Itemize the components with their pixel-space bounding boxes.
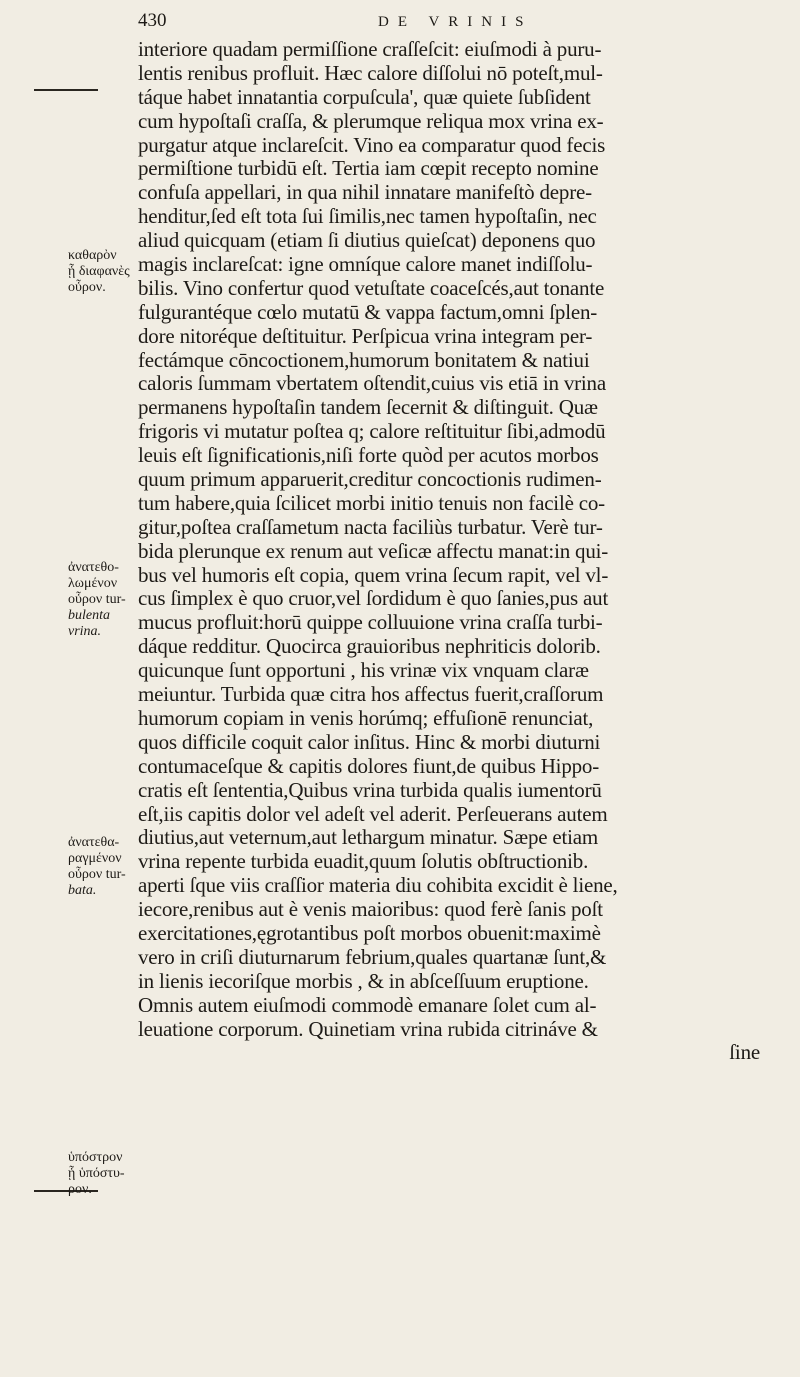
text-line: henditur,ſed eſt tota ſui ſimilis,nec tamen hypoſtaſin, nec <box>138 204 597 229</box>
margin-note-line: bulenta <box>68 608 110 623</box>
text-line: humorum copiam in venis horúmq; effuſionē renunciat, <box>138 705 594 730</box>
margin-note-line: οὖρον tur- <box>68 867 126 882</box>
margin-note-line: ὑπόστρον <box>68 1150 123 1165</box>
margin-note-turbid-urine <box>68 835 134 899</box>
margin-note-line: οὖρον. <box>68 280 106 295</box>
catchword: ſine <box>729 1040 760 1065</box>
text-line: leuatione corporum. Quinetiam vrina rubida citrináve & <box>138 1016 598 1041</box>
margin-note-clear-urine <box>68 248 134 296</box>
margin-note-line: ραγμένον <box>68 851 122 866</box>
text-line: quos difficile coquit calor inſitus. Hinc & morbi diuturni <box>138 729 601 754</box>
text-line: fectámque cōncoctionem,humorum bonitatem & natiui <box>138 347 590 372</box>
text-line: fulgurantéque cœlo mutatū & vappa factum,omni ſplen- <box>138 299 598 324</box>
margin-note-line: ρον. <box>68 1182 92 1197</box>
text-line: leuis eſt ſignificationis,niſi forte quòd per acutos morbos <box>138 443 599 468</box>
text-line: cum hypoſtaſi craſſa, & plerumque reliqua mox vrina ex- <box>138 108 604 133</box>
margin-note-sediment <box>68 1150 134 1198</box>
text-line: mucus profluit:horū quippe colluuione vrina craſſa turbi- <box>138 610 603 635</box>
text-line: dore nitoréque deſtituitur. Perſpicua vrina integram per- <box>138 323 593 348</box>
text-line: permiſtione turbidū eſt. Tertia iam cœpit recepto nomine <box>138 156 599 181</box>
text-line: bida plerunque ex renum aut veſicæ affectu manat:in qui- <box>138 538 609 563</box>
text-line: vrina repente turbida euadit,quum ſolutis obſtructionib. <box>138 849 589 874</box>
text-line: caloris ſummam vbertatem oſtendit,cuius vis etiā in vrina <box>138 371 606 396</box>
text-line: confuſa appellari, in qua nihil innatare manifeſtò depre- <box>138 180 592 205</box>
text-line: diutius,aut veternum,aut lethargum minatur. Sæpe etiam <box>138 825 599 850</box>
text-line: meiuntur. Turbida quæ citra hos affectus fuerit,craſſorum <box>138 682 604 707</box>
margin-note-line: ᾗ διαφανὲς <box>68 264 130 279</box>
text-line: quicunque ſunt opportuni , his vrinæ vix vnquam claræ <box>138 658 589 683</box>
margin-note-line: ᾗ ὑπόστυ- <box>68 1166 125 1181</box>
running-head: DE VRINIS <box>378 14 533 30</box>
margin-note-line: ἀνατεθα- <box>68 835 120 850</box>
body-text <box>138 38 778 1065</box>
text-line: vero in criſi diuturnarum febrium,quales quartanæ ſunt,& <box>138 944 607 969</box>
text-line: aperti ſque viis craſſior materia diu cohibita excidit è liene, <box>138 873 618 898</box>
text-line: magis inclareſcat: igne omníque calore manet indiſſolu- <box>138 252 593 277</box>
margin-note-line: bata. <box>68 883 97 898</box>
text-line: cratis eſt ſententia,Quibus vrina turbida qualis iumentorū <box>138 777 602 802</box>
text-line: dáque redditur. Quocirca grauioribus nephriticis dolorib. <box>138 634 601 659</box>
margin-note-line: vrina. <box>68 624 102 639</box>
text-line: iecore,renibus aut è venis maioribus: quod ferè ſanis poſt <box>138 897 603 922</box>
text-line: tum habere,quia ſcilicet morbi initio tenuis non facilè co- <box>138 490 605 515</box>
text-line: contumaceſque & capitis dolores fiunt,de quibus Hippo- <box>138 753 600 778</box>
text-line: táque habet innatantia corpuſcula', quæ quiete ſubſident <box>138 84 591 109</box>
text-line: lentis renibus profluit. Hæc calore diſſolui nō poteſt,mul- <box>138 60 603 85</box>
text-line: purgatur atque inclareſcit. Vino ea comparatur quod fecis <box>138 132 606 157</box>
text-line: exercitationes,ęgrotantibus poſt morbos obuenit:maximè <box>138 920 601 945</box>
margin-note-line: ἀνατεθο- <box>68 560 119 575</box>
text-line: bilis. Vino confertur quod vetuſtate coaceſcés,aut tonante <box>138 275 605 300</box>
page-number: 430 <box>138 10 167 31</box>
text-line: in lienis iecoriſque morbis , & in abſceſſuum eruptione. <box>138 968 589 993</box>
text-line: frigoris vi mutatur poſtea q; calore reſtituitur ſibi,admodū <box>138 419 606 444</box>
text-line: Omnis autem eiuſmodi commodè emanare ſolet cum al- <box>138 992 597 1017</box>
text-line: quum primum apparuerit,creditur concoctionis rudimen- <box>138 467 602 492</box>
text-line: gitur,poſtea craſſametum nacta faciliùs turbatur. Verè tur- <box>138 514 603 539</box>
text-line: interiore quadam permiſſione craſſeſcit: eiuſmodi à puru- <box>138 37 602 61</box>
text-line: eſt,iis capitis dolor vel adeſt vel aderit. Perſeuerans autem <box>138 801 608 826</box>
margin-note-line: λωμένον <box>68 576 118 591</box>
text-line: bus vel humoris eſt copia, quem vrina ſecum rapit, vel vl- <box>138 562 609 587</box>
text-line: aliud quicquam (etiam ſi diutius quieſcat) deponens quo <box>138 228 596 253</box>
margin-note-turbulent-urine <box>68 560 134 640</box>
margin-note-line: οὖρον tur- <box>68 592 126 607</box>
margin-note-line: καθαρὸν <box>68 248 117 263</box>
text-line: cus ſimplex è quo cruor,vel ſordidum è quo ſanies,pus aut <box>138 586 609 611</box>
text-line: permanens hypoſtaſin tandem ſecernit & diſtinguit. Quæ <box>138 395 598 420</box>
margin-dash-rule <box>34 89 98 91</box>
